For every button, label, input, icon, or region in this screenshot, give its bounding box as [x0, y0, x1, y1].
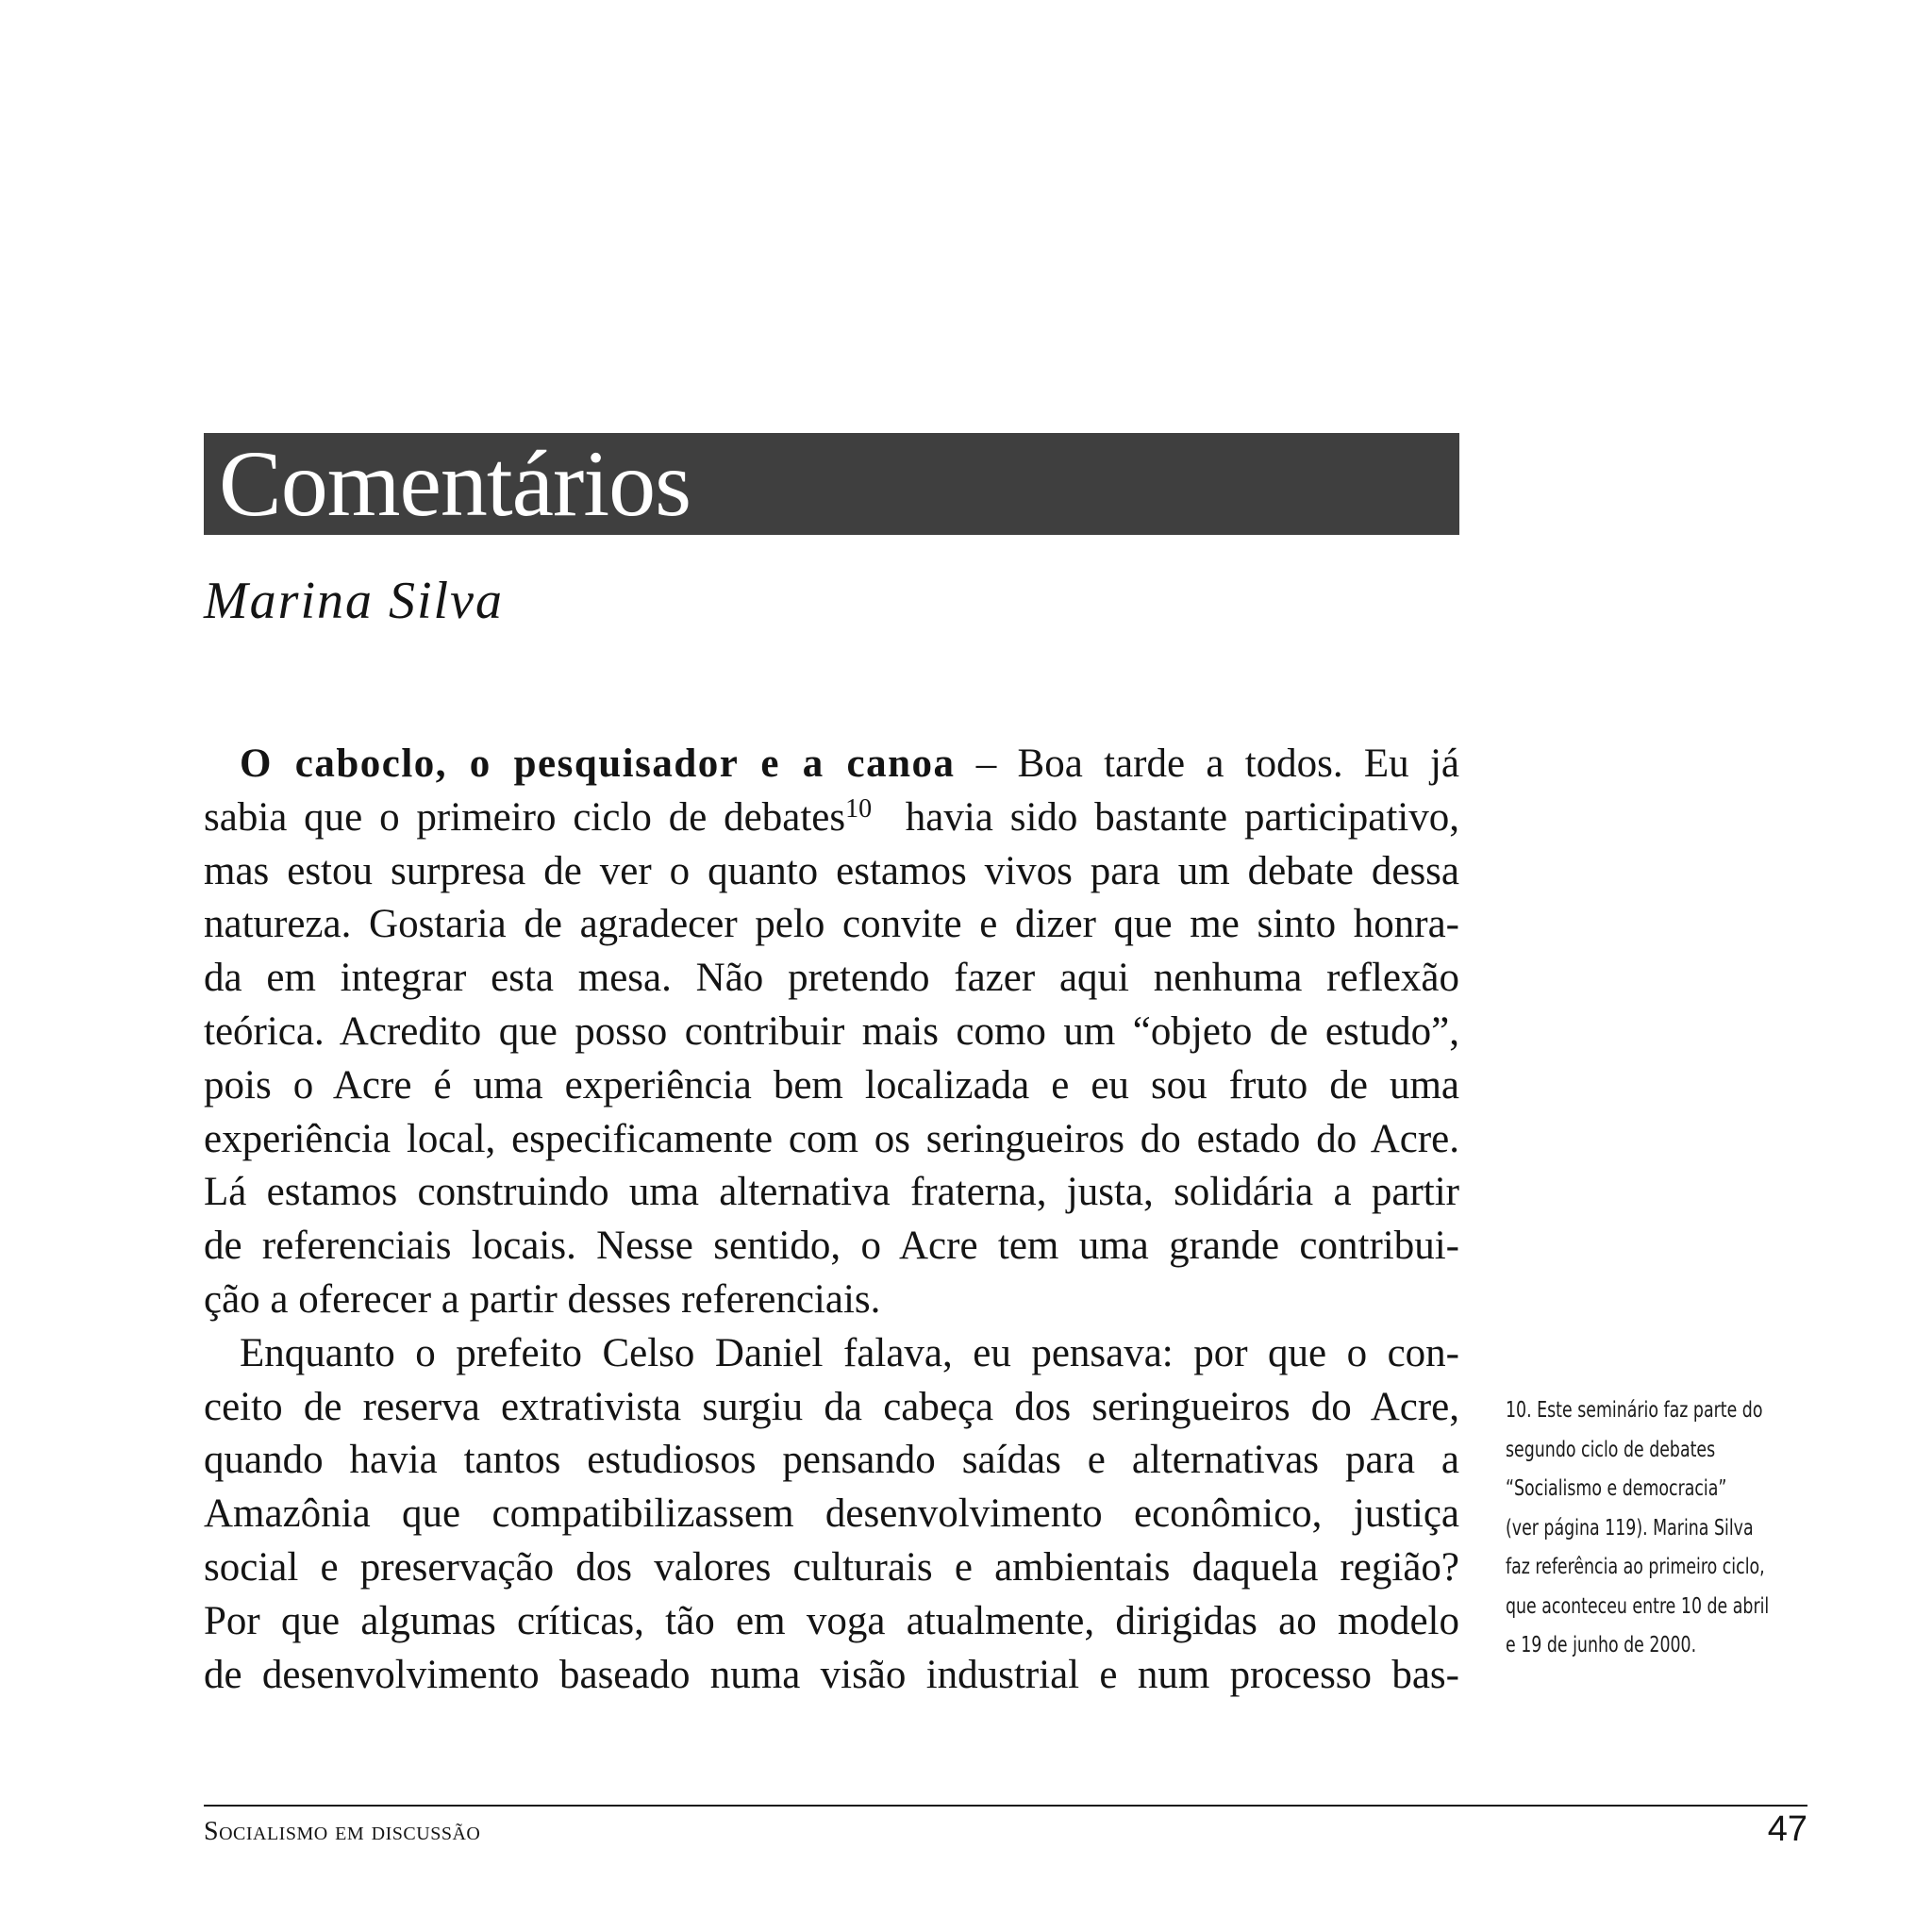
body-line: ção a oferecer a partir desses referenciais. [204, 1276, 881, 1322]
body-line: sabia que o primeiro ciclo de debates$^{10}$ havia sido bastante participativo, [204, 793, 1460, 840]
footnote-line: segundo ciclo de debates [1506, 1437, 1716, 1462]
footnote-line: “Socialismo e democracia” [1506, 1476, 1727, 1501]
body-line: pois o Acre é uma experiência bem localizada e eu sou fruto de uma [204, 1062, 1459, 1108]
footnote-line: que aconteceu entre 10 de abril [1506, 1593, 1770, 1619]
body-line: natureza. Gostaria de agradecer pelo convite e dizer que me sinto honra- [204, 902, 1459, 947]
margin-footnote [1506, 1391, 1770, 1666]
footnote-line: e 19 de junho de 2000. [1506, 1633, 1697, 1657]
body-line: Enquanto o prefeito Celso Daniel falava, eu pensava: por que o con- [240, 1330, 1459, 1375]
footer-divider [204, 1805, 1807, 1807]
page-number: 47 [1767, 1809, 1807, 1849]
article-body [204, 738, 1459, 1702]
author-name: Marina Silva [204, 572, 504, 630]
body-line: Por que algumas críticas, tão em voga atualmente, dirigidas ao modelo [204, 1598, 1459, 1643]
body-line: social e preservação dos valores culturais e ambientais daquela região? [204, 1544, 1459, 1590]
footnote-reference[interactable]: 10 [845, 793, 873, 824]
chapter-banner [204, 433, 1459, 535]
body-line: de referenciais locais. Nesse sentido, o Acre tem uma grande contribui- [204, 1224, 1459, 1269]
body-line: experiência local, especificamente com os seringueiros do estado do Acre. [204, 1116, 1459, 1161]
body-line: Lá estamos construindo uma alternativa fraterna, justa, solidária a partir [204, 1170, 1459, 1215]
section-lead: O caboclo, o pesquisador e a canoa [240, 741, 956, 786]
body-line: teórica. Acredito que posso contribuir mais como um “objeto de estudo”, [204, 1008, 1459, 1054]
body-line: quando havia tantos estudiosos pensando saídas e alternativas para a [204, 1438, 1459, 1483]
body-line: de desenvolvimento baseado numa visão industrial e num processo bas- [204, 1652, 1459, 1697]
footnote-line: 10. Este seminário faz parte do [1506, 1398, 1763, 1423]
body-line: Amazônia que compatibilizassem desenvolvimento econômico, justiça [204, 1491, 1459, 1537]
body-line: mas estou surpresa de ver o quanto estamos vivos para um debate dessa [204, 848, 1459, 893]
body-line: da em integrar esta mesa. Não pretendo fazer aqui nenhuma reflexão [204, 956, 1459, 1001]
running-footer-title: Socialismo em discussão [204, 1817, 481, 1846]
chapter-title: Comentários [219, 431, 691, 536]
footnote-line: faz referência ao primeiro ciclo, [1506, 1555, 1765, 1579]
footnote-line: (ver página 119). Marina Silva [1506, 1515, 1754, 1541]
body-line: ceito de reserva extrativista surgiu da cabeça dos seringueiros do Acre, [204, 1384, 1459, 1429]
body-line: O caboclo, o pesquisador e a canoa – Boa tarde a todos. Eu já [240, 741, 1459, 786]
